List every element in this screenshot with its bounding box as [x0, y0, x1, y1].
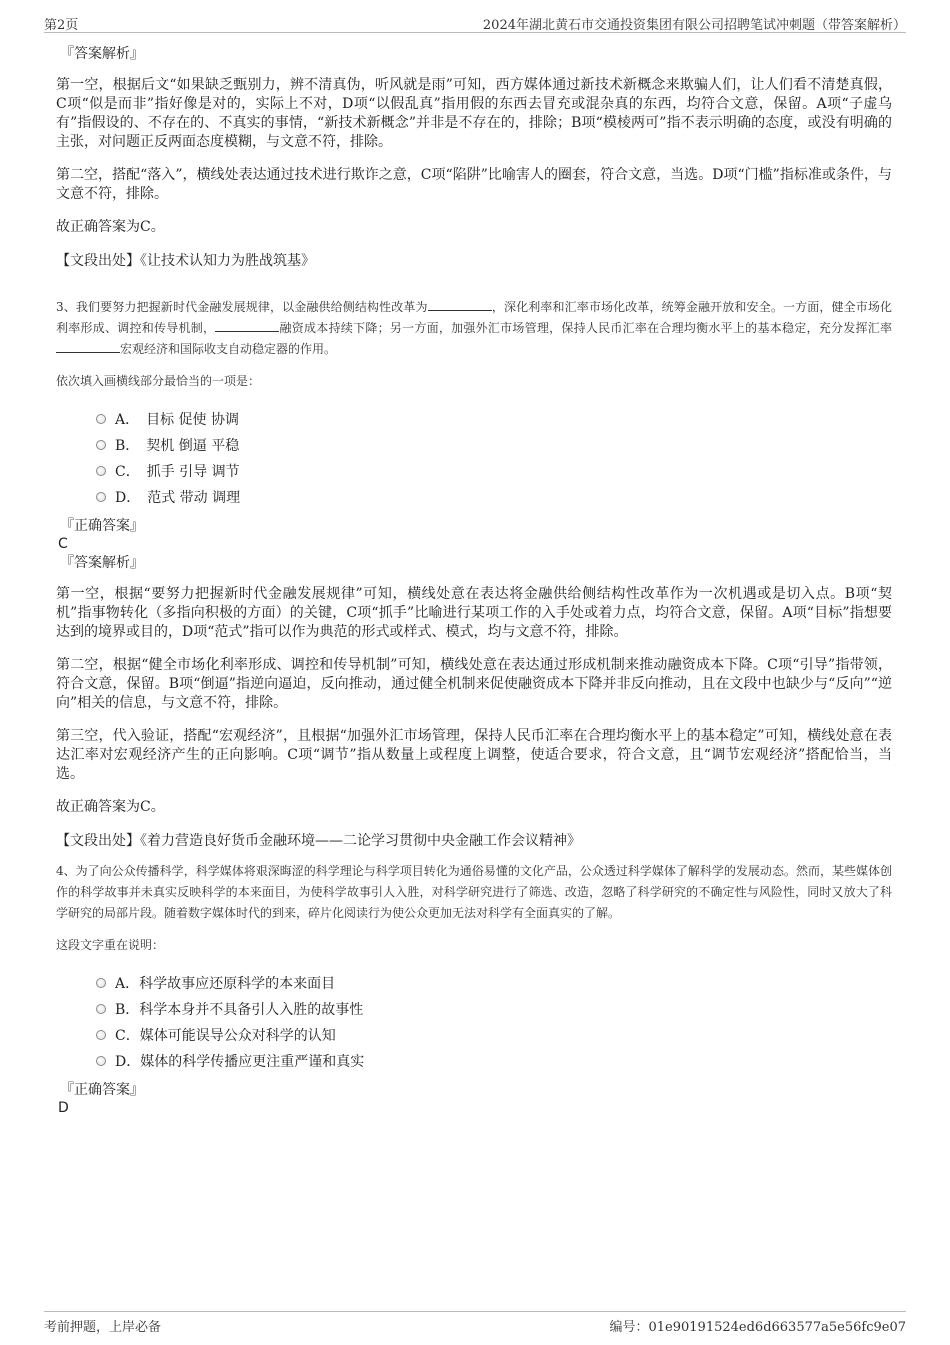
- q4-options: [96, 970, 892, 1074]
- blank-1: [428, 298, 492, 311]
- q4-option-b[interactable]: B．科学本身并不具备引人入胜的故事性: [96, 996, 892, 1022]
- footer-note: 考前押题，上岸必备: [44, 1320, 162, 1335]
- radio-button-icon[interactable]: [96, 440, 106, 450]
- q3-option-a[interactable]: A． 目标 促使 协调: [96, 406, 892, 432]
- q2-conclusion: 故正确答案为C。: [56, 219, 165, 235]
- q3-prompt: 依次填入画横线部分最恰当的一项是：: [56, 374, 261, 388]
- q4-stem: 4、为了向公众传播科学，科学媒体将艰深晦涩的科学理论与科学项目转化为通俗易懂的文化产品，公众透过科学媒体了解科学的发展动态。然而，某些媒体创作的科学故事并未真实反映科学的本来面目，为使科学故事引人入胜，对科学研究进行了筛选、改造，忽略了科学研究的不确定性与风险性，同时又放大了科学研究的局部片段。随着数字媒体时代的到来，碎片化阅读行为使公众更加无法对科学有全面真实的了解。: [56, 864, 892, 920]
- q4-option-c[interactable]: C．媒体可能误导公众对科学的认知: [96, 1022, 892, 1048]
- q2-analysis-label: 『答案解析』: [60, 46, 144, 62]
- q2-source: 【文段出处】《让技术认知力为胜战筑基》: [56, 253, 315, 269]
- q4-correct-answer: D: [58, 1100, 69, 1116]
- q3-source: 【文段出处】《着力营造良好货币金融环境——二论学习贯彻中央金融工作会议精神》: [56, 833, 581, 849]
- q3-analysis-para-2: 第二空，根据“健全市场化利率形成、调控和传导机制”可知，横线处意在表达通过形成机制来推动融资成本下降。C项“引导”指带领，符合文意，保留。B项“倒逼”指逆向逼迫，反向推动，通过健全机制来促使融资成本下降并非反向推动，且在文段中也缺少与“反向”“逆向”相关的信息，与文意不符，排除。: [56, 657, 892, 711]
- q3-analysis-para-3: 第三空，代入验证，搭配“宏观经济”，且根据“加强外汇市场管理，保持人民币汇率在合理均衡水平上的基本稳定”可知，横线处意在表达汇率对宏观经济产生的正向影响。C项“调节”指从数量上或程度上调整，使适合要求，符合文意，且“调节宏观经济”搭配恰当，当选。: [56, 728, 892, 782]
- document-title: 2024年湖北黄石市交通投资集团有限公司招聘笔试冲刺题（带答案解析）: [482, 18, 906, 33]
- q4-option-a[interactable]: A．科学故事应还原科学的本来面目: [96, 970, 892, 996]
- radio-button-icon[interactable]: [96, 1004, 106, 1014]
- blank-3: [56, 340, 120, 353]
- q3-analysis-label: 『答案解析』: [60, 555, 144, 571]
- q4-correct-label: 『正确答案』: [60, 1082, 144, 1098]
- q3-correct-label: 『正确答案』: [60, 518, 144, 534]
- q3-option-d[interactable]: D． 范式 带动 调理: [96, 484, 892, 510]
- blank-2: [215, 319, 279, 332]
- radio-button-icon[interactable]: [96, 414, 106, 424]
- radio-button-icon[interactable]: [96, 1030, 106, 1040]
- q3-option-b[interactable]: B． 契机 倒逼 平稳: [96, 432, 892, 458]
- q4-option-d[interactable]: D．媒体的科学传播应更注重严谨和真实: [96, 1048, 892, 1074]
- radio-button-icon[interactable]: [96, 1056, 106, 1066]
- q3-options: [96, 406, 892, 510]
- page-footer: [44, 1311, 906, 1334]
- page-number: 第2页: [44, 18, 79, 33]
- q3-stem: 3、我们要努力把握新时代金融发展规律，以金融供给侧结构性改革为 ，深化利率和汇率市场化改革，统筹金融开放和安全。一方面，健全市场化利率形成、调控和传导机制， 融资成本持续下降；另一方面，加强外汇市场管理，保持人民币汇率在合理均衡水平上的基本稳定，充分发挥汇率宏观经济和国际收支自动稳定器的作用。: [56, 300, 892, 356]
- radio-button-icon[interactable]: [96, 492, 106, 502]
- radio-button-icon[interactable]: [96, 978, 106, 988]
- document-code: 编号：01e90191524ed6d663577a5e56fc9e07: [609, 1320, 906, 1335]
- page-content: [56, 44, 892, 1117]
- q3-analysis-para-1: 第一空，根据“要努力把握新时代金融发展规律”可知，横线处意在表达将金融供给侧结构性改革作为一次机遇或是切入点。B项“契机”指事物转化（多指向积极的方面）的关键，C项“抓手”比喻进行某项工作的入手处或着力点，均符合文意，保留。A项“目标”指想要达到的境界或目的，D项“范式”指可以作为典范的形式或样式、模式，均与文意不符，排除。: [56, 586, 892, 640]
- q2-analysis-para-1: 第一空，根据后文“如果缺乏甄别力，辨不清真伪，听风就是雨”可知，西方媒体通过新技术新概念来欺骗人们，让人们看不清楚真假，C项“似是而非”指好像是对的，实际上不对，D项“以假乱真”指用假的东西去冒充或混杂真的东西，均符合文意，保留。A项“子虚乌有”指假设的、不存在的、不真实的事情，“新技术新概念”并非是不存在的，排除；B项“模棱两可”指不表示明确的态度，或没有明确的主张，对问题正反两面态度模糊，与文意不符，排除。: [56, 77, 892, 150]
- q3-conclusion: 故正确答案为C。: [56, 799, 165, 815]
- page-header: [44, 12, 906, 33]
- q4-prompt: 这段文字重在说明：: [56, 938, 165, 952]
- radio-button-icon[interactable]: [96, 466, 106, 476]
- q3-correct-answer: C: [58, 536, 68, 552]
- q2-analysis-para-2: 第二空，搭配“落入”，横线处表达通过技术进行欺诈之意，C项“陷阱”比喻害人的圈套，符合文意，当选。D项“门槛”指标准或条件，与文意不符，排除。: [56, 167, 892, 202]
- q3-option-c[interactable]: C． 抓手 引导 调节: [96, 458, 892, 484]
